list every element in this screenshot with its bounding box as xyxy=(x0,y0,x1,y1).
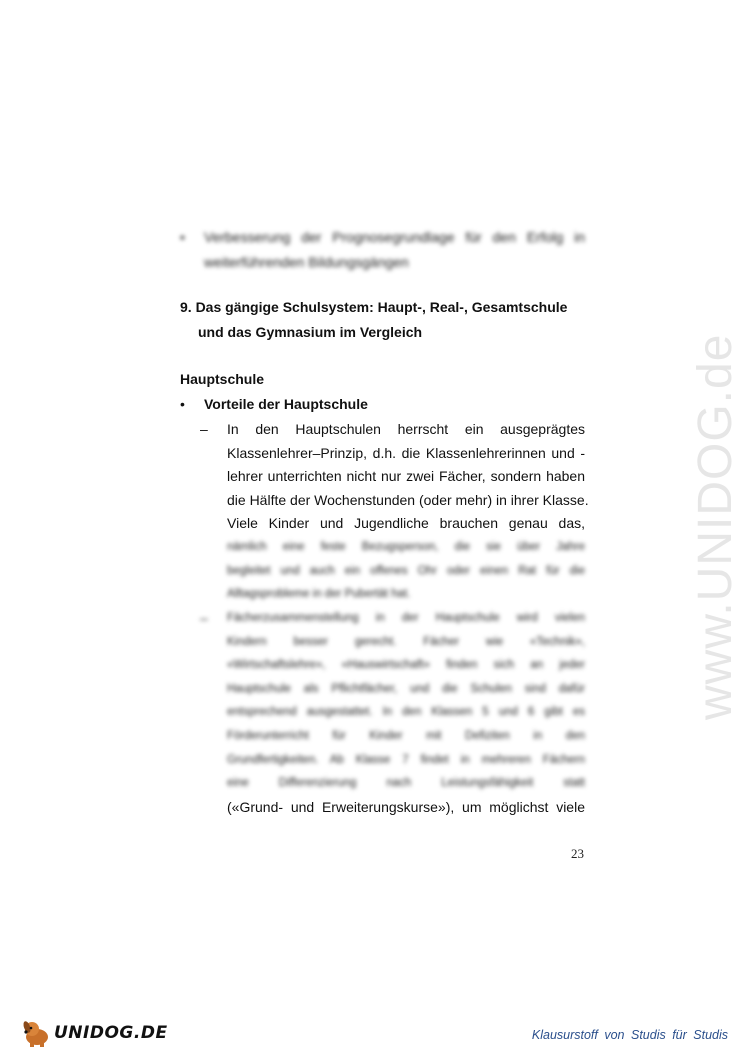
logo-text: UNIDOG.DE xyxy=(54,1023,168,1043)
para2-blurred-line: entsprechend ausgestattet. In den Klassen 5 und 6 gibt es xyxy=(227,706,585,719)
dash-marker: – xyxy=(200,421,208,437)
para2-blurred-lines xyxy=(227,607,585,796)
para2-last-line: («Grund- und Erweiterungskurse»), um möglichst viele xyxy=(227,798,585,815)
para1-line: die Hälfte der Wochenstunden (oder mehr) in ihrer Klasse. xyxy=(227,491,589,508)
bullet-heading xyxy=(180,393,600,415)
paragraph-2 xyxy=(200,607,585,819)
subheading: Hauptschule xyxy=(180,371,265,387)
para1-line: Viele Kinder und Jugendliche brauchen genau das, xyxy=(227,515,585,532)
dog-icon xyxy=(20,1018,54,1048)
section-title-line-1: 9. Das gängige Schulsystem: Haupt-, Real-, Gesamtschule xyxy=(180,299,568,315)
top-bullet xyxy=(180,225,585,275)
dash-marker: – xyxy=(200,610,208,626)
bullet-heading-text: Vorteile der Hauptschule xyxy=(204,396,368,412)
paragraph-1 xyxy=(200,418,589,607)
para1-blurred-line: begleitet und auch ein offenes Ohr oder einen Rat für die xyxy=(227,564,585,577)
para2-blurred-line: Kindern besser gerecht. Fächer wie «Technik», xyxy=(227,635,585,648)
section-title-line-2: und das Gymnasium im Vergleich xyxy=(198,324,423,340)
para2-blurred-line: Grundfertigkeiten. Ab Klasse 7 findet in mehreren Fächern xyxy=(227,753,585,766)
page-number: 23 xyxy=(571,846,584,861)
top-bullet-line-1: Verbesserung der Prognosegrundlage für den Erfolg in xyxy=(204,229,585,245)
bullet-dot: • xyxy=(180,396,185,412)
top-bullet-line-2: weiterführenden Bildungsgängen xyxy=(204,254,409,270)
para1-blurred-line: Alltagsprobleme in der Pubertät hat. xyxy=(227,588,411,601)
para1-line: lehrer unterrichten nicht nur zwei Fächer, sondern haben xyxy=(227,468,585,485)
para1-line: Klassenlehrer–Prinzip, d.h. die Klassenlehrerinnen und - xyxy=(227,444,585,461)
bullet-dot: • xyxy=(180,229,185,245)
para2-blurred-line: Hauptschule als Pflichtfächer, und die Schulen sind dafür xyxy=(227,682,585,695)
watermark: www.UNIDOG.de xyxy=(689,333,742,720)
unidog-logo[interactable] xyxy=(20,1018,168,1048)
para1-blurred-line: nämlich eine feste Bezugsperson, die sie über Jahre xyxy=(227,540,585,553)
para2-blurred-line: eine Differenzierung nach Leistungsfähigkeit statt xyxy=(227,777,585,790)
para2-blurred-line: «Wirtschaftslehre», «Hauswirtschaft» finden sich an jeder xyxy=(227,659,585,672)
section-title xyxy=(180,295,600,345)
para1-line: In den Hauptschulen herrscht ein ausgeprägtes xyxy=(227,421,585,437)
para2-blurred-line: Förderunterricht für Kinder mit Defiziten in den xyxy=(227,729,585,742)
para2-blurred-line: Fächerzusammenstellung in der Hauptschule wird vielen xyxy=(227,612,585,624)
footer-tagline: Klausurstoff von Studis für Studis xyxy=(531,1028,728,1042)
para1-blurred-lines xyxy=(227,536,585,607)
